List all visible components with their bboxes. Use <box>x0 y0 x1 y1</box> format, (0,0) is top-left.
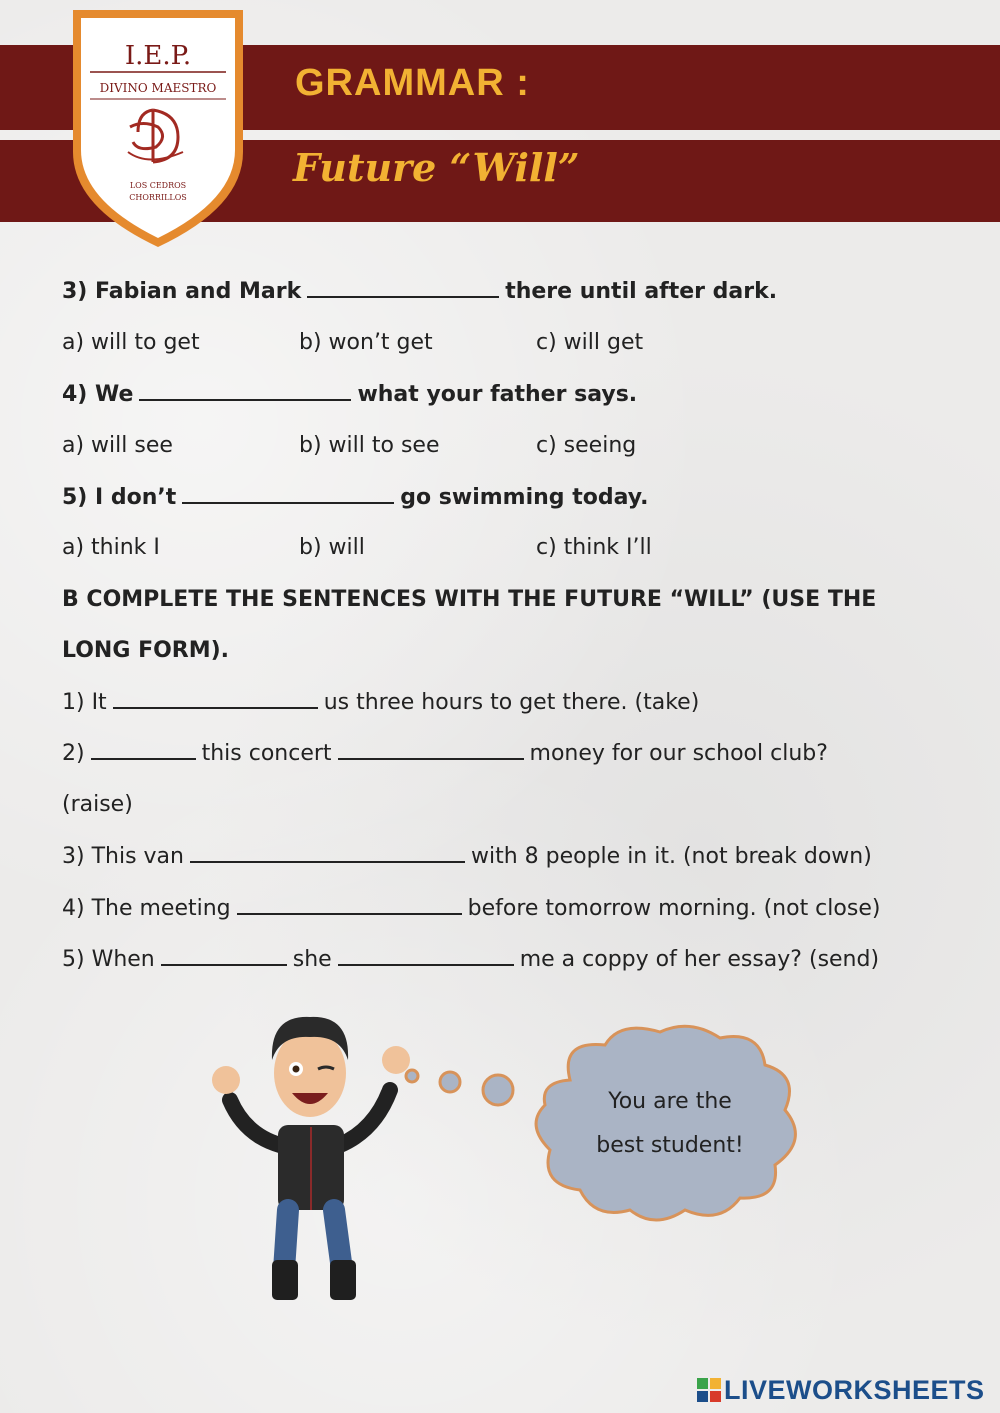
crest-title: I.E.P. <box>124 41 192 71</box>
encouragement-message <box>560 1080 780 1168</box>
exercise-text: 1) It <box>62 690 107 715</box>
question-5 <box>62 484 648 510</box>
exercise-2 <box>62 740 828 766</box>
exercise-1 <box>62 689 699 715</box>
bubble-line-2: best student! <box>596 1133 744 1158</box>
section-b-instruction: B COMPLETE THE SENTENCES WITH THE FUTURE “WILL” (USE THE <box>62 587 877 612</box>
answer-blank[interactable] <box>182 484 394 504</box>
exercise-text: 3) This van <box>62 844 184 869</box>
option-a[interactable]: a) think I <box>62 535 160 560</box>
section-b-instruction-cont: LONG FORM). <box>62 638 230 663</box>
option-b[interactable]: b) will to see <box>299 433 440 458</box>
exercise-4 <box>62 895 880 921</box>
answer-blank[interactable] <box>91 740 196 760</box>
exercise-text: this concert <box>201 741 332 766</box>
crest-location-2: CHORRILLOS <box>129 193 187 202</box>
exercise-5 <box>62 946 879 972</box>
exercise-text: me a coppy of her essay? (send) <box>519 947 880 972</box>
answer-blank[interactable] <box>190 843 465 863</box>
question-text: 4) We <box>62 382 134 407</box>
answer-blank[interactable] <box>139 381 351 401</box>
question-text: 3) Fabian and Mark <box>62 279 302 304</box>
liveworksheets-logo <box>697 1375 985 1406</box>
answer-blank[interactable] <box>161 946 287 966</box>
teacher-avatar-illustration <box>200 1005 420 1305</box>
option-c[interactable]: c) will get <box>536 330 644 355</box>
exercise-text: before tomorrow morning. (not close) <box>467 896 881 921</box>
answer-blank[interactable] <box>307 278 499 298</box>
answer-blank[interactable] <box>113 689 318 709</box>
exercise-text: 5) When <box>62 947 155 972</box>
option-a[interactable]: a) will to get <box>62 330 200 355</box>
options-row-5 <box>62 535 762 565</box>
crest-school-name: DIVINO MAESTRO <box>99 81 217 95</box>
option-c[interactable]: c) think I’ll <box>536 535 652 560</box>
option-b[interactable]: b) will <box>299 535 365 560</box>
school-crest <box>68 2 248 252</box>
options-row-3 <box>62 330 762 360</box>
bubble-line-1: You are the <box>608 1089 732 1114</box>
question-text: go swimming today. <box>400 485 649 510</box>
exercise-text: with 8 people in it. (not break down) <box>470 844 872 869</box>
exercise-text: 2) <box>62 741 85 766</box>
exercise-3 <box>62 843 872 869</box>
option-c[interactable]: c) seeing <box>536 433 637 458</box>
answer-blank[interactable] <box>237 895 462 915</box>
option-b[interactable]: b) won’t get <box>299 330 433 355</box>
answer-blank[interactable] <box>338 740 524 760</box>
answer-blank[interactable] <box>338 946 514 966</box>
page-title: GRAMMAR : <box>295 62 530 104</box>
page-subtitle: Future “Will” <box>293 145 580 190</box>
liveworksheets-icon <box>697 1378 721 1402</box>
option-a[interactable]: a) will see <box>62 433 173 458</box>
question-4 <box>62 381 637 407</box>
exercise-text: 4) The meeting <box>62 896 231 921</box>
question-3 <box>62 278 777 304</box>
options-row-4 <box>62 433 762 463</box>
exercise-text: she <box>292 947 332 972</box>
question-text: 5) I don’t <box>62 485 177 510</box>
exercise-text: money for our school club? <box>529 741 828 766</box>
question-text: what your father says. <box>357 382 638 407</box>
question-text: there until after dark. <box>505 279 778 304</box>
exercise-text: us three hours to get there. (take) <box>323 690 700 715</box>
logo-text: LIVEWORKSHEETS <box>724 1375 985 1405</box>
exercise-2-verb: (raise) <box>62 792 133 817</box>
crest-location-1: LOS CEDROS <box>129 181 187 190</box>
